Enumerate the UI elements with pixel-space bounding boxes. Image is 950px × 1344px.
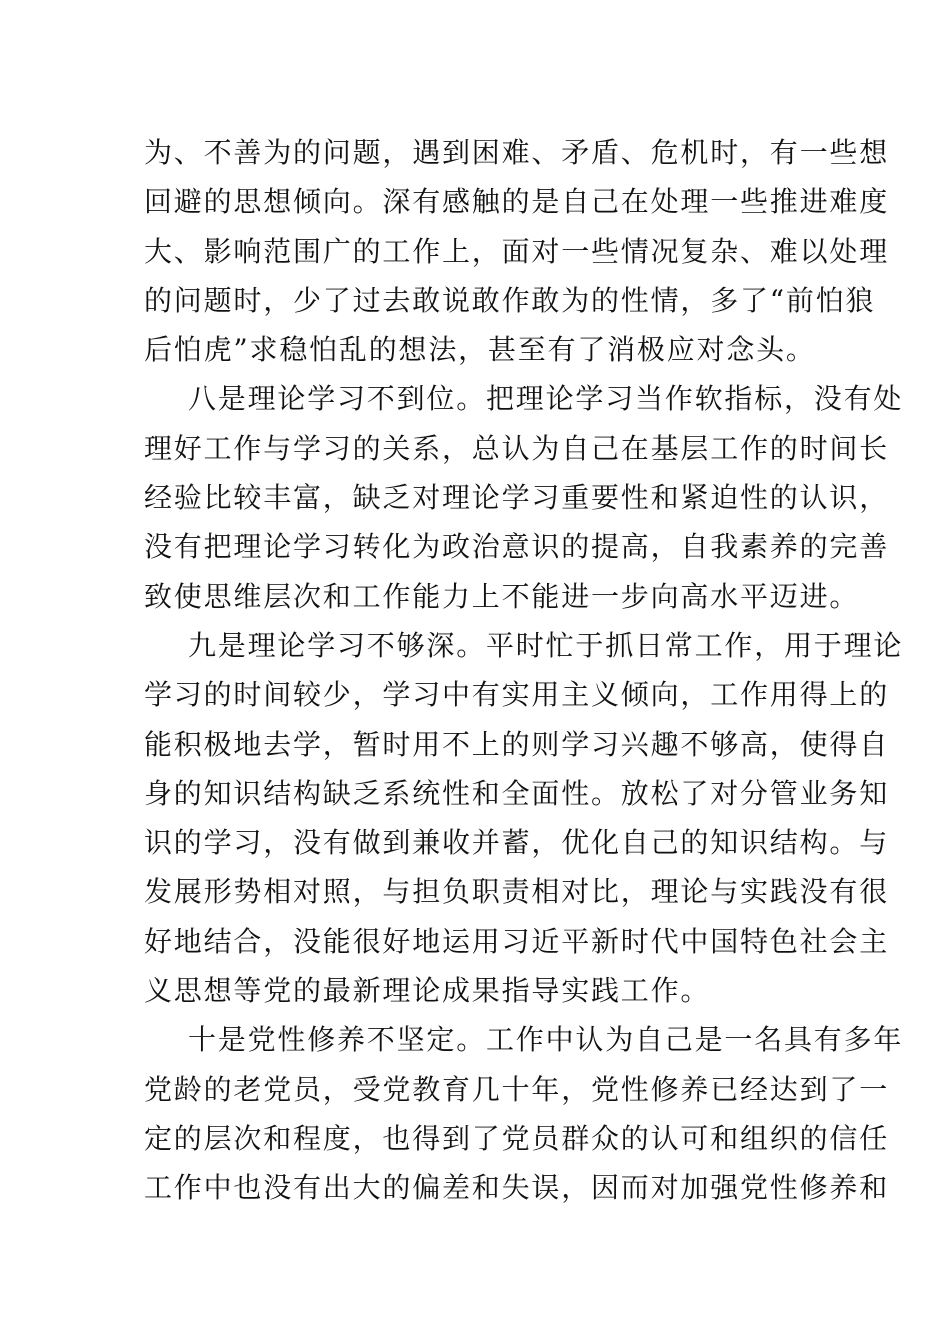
body-text: [144, 128, 904, 1213]
text-line: 为、不善为的问题，遇到困难、矛盾、危机时，有一些想: [144, 136, 890, 169]
text-line: 工作中也没有出大的偏差和失误，因而对加强党性修养和: [144, 1171, 890, 1205]
text-line: 大、影响范围广的工作上，面对一些情况复杂、难以处理: [144, 234, 890, 268]
text-line: 致使思维层次和工作能力上不能进一步向高水平迈进。: [144, 579, 860, 613]
text-line: 后怕虎”求稳怕乱的想法，甚至有了消极应对念头。: [144, 333, 816, 367]
text-line: 发展形势相对照，与担负职责相对比，理论与实践没有很: [144, 875, 890, 909]
text-line: 没有把理论学习转化为政治意识的提高，自我素养的完善: [144, 530, 890, 564]
paragraph-start-line: 八是理论学习不到位。把理论学习当作软指标，没有处: [188, 382, 904, 416]
text-line: 能积极地去学，暂时用不上的则学习兴趣不够高，使得自: [144, 727, 890, 761]
text-line: 理好工作与学习的关系，总认为自己在基层工作的时间长: [144, 431, 890, 465]
text-line: 回避的思想倾向。深有感触的是自己在处理一些推进难度: [144, 185, 890, 219]
text-line: 好地结合，没能很好地运用习近平新时代中国特色社会主: [144, 924, 890, 958]
text-line: 定的层次和程度，也得到了党员群众的认可和组织的信任: [144, 1121, 890, 1155]
text-line: 义思想等党的最新理论成果指导实践工作。: [144, 974, 711, 1008]
text-line: 识的学习，没有做到兼收并蓄，优化自己的知识结构。与: [144, 826, 890, 860]
text-line: 经验比较丰富，缺乏对理论学习重要性和紧迫性的认识，: [144, 481, 890, 515]
paragraph-start-line: 十是党性修养不坚定。工作中认为自己是一名具有多年: [188, 1023, 904, 1057]
text-line: 党龄的老党员，受党教育几十年，党性修养已经达到了一: [144, 1072, 890, 1106]
text-line: 学习的时间较少，学习中有实用主义倾向，工作用得上的: [144, 678, 890, 712]
paragraph-start-line: 九是理论学习不够深。平时忙于抓日常工作，用于理论: [188, 628, 904, 662]
text-line: 身的知识结构缺乏系统性和全面性。放松了对分管业务知: [144, 776, 890, 810]
text-line: 的问题时，少了过去敢说敢作敢为的性情，多了“前怕狼: [144, 283, 876, 317]
